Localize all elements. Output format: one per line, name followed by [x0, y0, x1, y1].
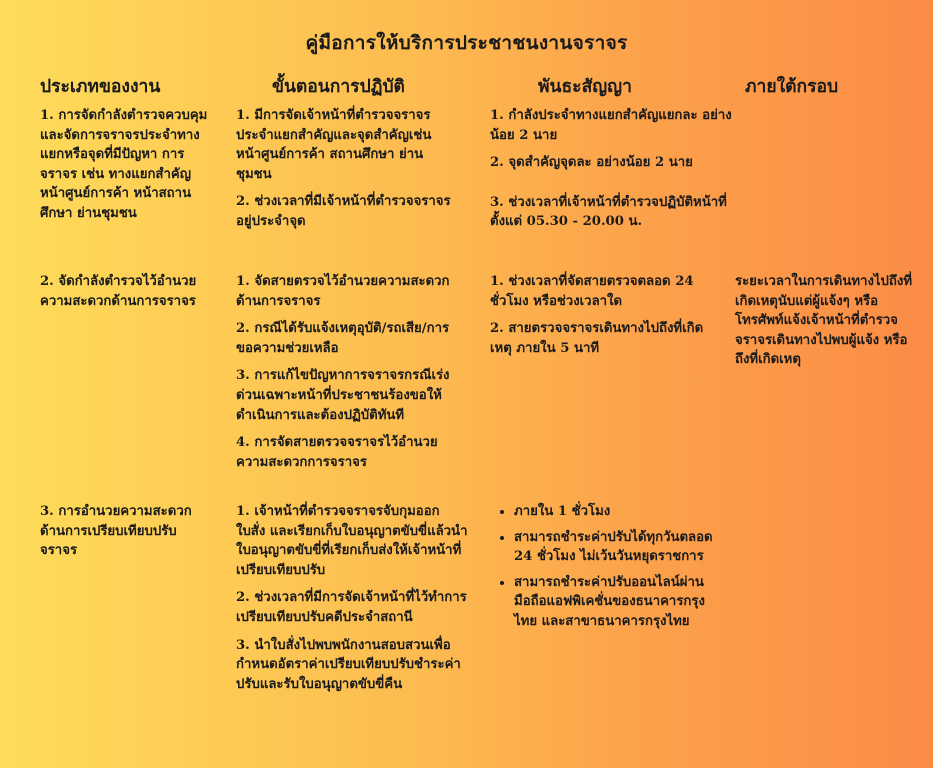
row2-step-2: 2. กรณีได้รับแจ้งเหตุอุบัติ/รถเสีย/การขอความช่วยเหลือ	[236, 321, 450, 356]
row1-type: 1. การจัดกำลังตำรวจควบคุมและจัดการจราจรประจำทางแยกหรือจุดที่มีปัญหา การจราจร เช่น ทางแยกสำคัญ หน้าศูนย์การค้า หน้าสถานศึกษา ย่านชุมชน	[40, 108, 208, 221]
row2-commit-1: 1. ช่วงเวลาที่จัดสายตรวจตลอด 24 ชั่วโมง หรือช่วงเวลาใด	[490, 274, 694, 309]
row3-commit-1: • ภายใน 1 ชั่วโมง	[514, 502, 720, 522]
row1-commitment	[490, 106, 738, 240]
row1-step-1: 1. มีการจัดเจ้าหน้าที่ตำรวจจราจรประจำแยกสำคัญและจุดสำคัญเช่น หน้าศูนย์การค้า สถานศึกษา ย่านชุมชน	[236, 108, 432, 182]
row1-commit-2: 2. จุดสำคัญจุดละ อย่างน้อย 2 นาย	[490, 155, 693, 171]
header-job-type: ประเภทของงาน	[40, 77, 161, 97]
row1-steps	[236, 106, 458, 240]
row2-steps	[236, 272, 458, 480]
row3-step-1: 1. เจ้าหน้าที่ตำรวจจราจรจับกุมออกใบสั่ง และเรียกเก็บใบอนุญาตขับขี่แล้วนำใบอนุญาตขับขี่ที่เรียกเก็บส่งให้เจ้าหน้าที่เปรียบเทียบปรับ	[236, 504, 468, 578]
row3-commit-3: • สามารถชำระค่าปรับออนไลน์ผ่านมือถือแอฟพิเคชั่นของธนาคารกรุงไทย และสาขาธนาคารกรุงไทย	[514, 573, 720, 632]
row2-commitment	[490, 272, 706, 366]
header-procedure: ขั้นตอนการปฏิบัติ	[272, 77, 405, 97]
row3-steps	[236, 502, 468, 702]
row2-step-3: 3. การแก้ไขปัญหาการจราจรกรณีเร่งด่วนเฉพาะหน้าที่ประชาชนร้องขอให้ดำเนินการและต้องปฏิบัติทันที	[236, 368, 450, 423]
row1-step-2: 2. ช่วงเวลาที่มีเจ้าหน้าที่ตำรวจจราจรอยู่ประจำจุด	[236, 194, 451, 229]
row2-commit-2: 2. สายตรวจจราจรเดินทางไปถึงที่เกิดเหตุ ภายใน 5 นาที	[490, 321, 704, 356]
row2-step-4: 4. การจัดสายตรวจจราจรไว้อำนวยความสะดวกการจราจร	[236, 435, 438, 470]
header-commitment: พันธะสัญญา	[538, 77, 632, 97]
row3-step-3: 3. นำใบสั่งไปพบพนักงานสอบสวนเพื่อกำหนดอัตราค่าเปรียบเทียบปรับชำระค่าปรับและรับใบอนุญาตขับขี่คืน	[236, 637, 461, 692]
row3-commit-2: • สามารถชำระค่าปรับได้ทุกวันตลอด 24 ชั่วโมง ไม่เว้นวันหยุดราชการ	[514, 528, 720, 567]
page-title: คู่มือการให้บริการประชาชนงานจราจร	[305, 32, 628, 54]
row3-step-2: 2. ช่วงเวลาที่มีการจัดเจ้าหน้าที่ไว้ทำการเปรียบเทียบปรับคดีประจำสถานี	[236, 590, 467, 625]
row1-commit-1: 1. กำลังประจำทางแยกสำคัญแยกละ อย่างน้อย 2 นาย	[490, 108, 732, 143]
header-timeframe: ภายใต้กรอบ	[745, 77, 839, 97]
row3-commit-list	[494, 502, 720, 632]
row2-timeframe: ระยะเวลาในการเดินทางไปถึงที่เกิดเหตุนับแต่ผู้แจ้งๆ หรือโทรศัพท์แจ้งเจ้าหน้าที่ตำรวจจราจรเดินทางไปพบผู้แจ้ง หรือถึงที่เกิดเหตุ	[735, 274, 913, 368]
row3-commitment	[494, 502, 720, 638]
row2-type: 2. จัดกำลังตำรวจไว้อำนวยความสะดวกด้านการจราจร	[40, 274, 197, 309]
row1-commit-3: 3. ช่วงเวลาที่เจ้าหน้าที่ตำรวจปฏิบัติหน้าที่ ตั้งแต่ 05.30 - 20.00 น.	[490, 194, 727, 230]
row3-type: 3. การอำนวยความสะดวกด้านการเปรียบเทียบปรับจราจร	[40, 504, 192, 559]
row2-step-1: 1. จัดสายตรวจไว้อำนวยความสะดวกด้านการจราจร	[236, 274, 450, 309]
